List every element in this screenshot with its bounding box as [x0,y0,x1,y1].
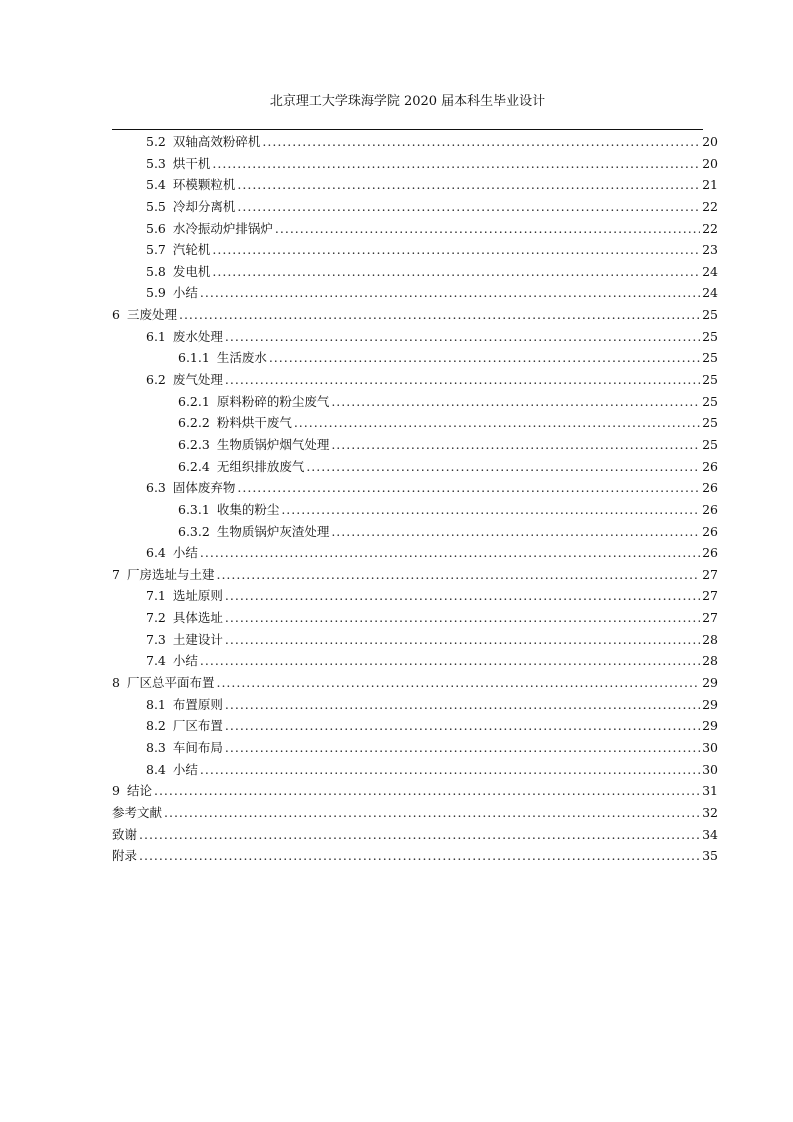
toc-entry-page-number: 27 [702,610,718,626]
toc-entry-title: 选址原则 [172,588,223,604]
toc-entry-page-number: 25 [702,393,718,409]
toc-dot-leader [225,326,700,348]
toc-entry-title: 车间布局 [172,739,223,755]
toc-entry-page-number: 22 [702,198,718,214]
toc-entry-number: 5.9 [146,285,166,301]
toc-entry[interactable] [112,282,718,304]
toc-entry-page-number: 23 [702,242,718,258]
toc-dot-leader [212,239,700,261]
toc-entry-page-number: 22 [702,220,718,236]
table-of-contents [112,131,718,867]
toc-entry-page-number: 27 [702,588,718,604]
toc-entry[interactable] [112,347,718,369]
toc-entry-number: 5.4 [146,177,166,193]
toc-entry-title: 小结 [172,761,198,777]
toc-entry-title: 结论 [126,783,152,799]
toc-entry[interactable] [112,434,718,456]
toc-entry-title: 致谢 [112,826,138,842]
page-header: 北京理工大学珠海学院 2020 届本科生毕业设计 [269,94,546,109]
toc-entry-page-number: 26 [702,458,718,474]
toc-entry-page-number: 20 [702,134,718,149]
toc-entry[interactable] [112,499,718,521]
toc-dot-leader [179,304,700,326]
toc-entry-page-number: 25 [702,436,718,452]
toc-entry-page-number: 26 [702,545,718,561]
toc-entry[interactable] [112,650,718,672]
toc-entry[interactable] [112,521,718,543]
toc-entry[interactable] [112,694,718,716]
toc-dot-leader [237,196,700,218]
toc-entry-page-number: 26 [702,523,718,539]
toc-entry[interactable] [112,802,718,824]
toc-entry-number: 6.2.4 [178,458,210,474]
toc-entry-number: 6.1.1 [178,350,210,366]
toc-dot-leader [331,434,700,456]
toc-entry-number: 6.2 [146,372,166,388]
toc-dot-leader [212,261,700,283]
toc-dot-leader [331,391,700,413]
toc-dot-leader [200,650,700,672]
toc-entry-number: 6.2.3 [178,436,210,452]
toc-entry-page-number: 26 [702,501,718,517]
toc-entry-number: 6.3.1 [178,501,210,517]
toc-entry[interactable] [112,218,718,240]
toc-entry-page-number: 24 [702,263,718,279]
toc-entry-number: 7.2 [146,610,166,626]
toc-dot-leader [281,499,700,521]
toc-entry-title: 发电机 [172,263,211,279]
toc-dot-leader [225,737,700,759]
toc-entry-number: 6.2.1 [178,393,210,409]
toc-entry-title: 小结 [172,285,198,301]
toc-dot-leader [212,153,700,175]
toc-dot-leader [216,564,700,586]
toc-entry-page-number: 34 [702,826,718,842]
toc-entry-title: 厂区布置 [172,718,223,734]
toc-entry-title: 厂区总平面布置 [126,675,215,691]
toc-entry-number: 8.3 [146,739,166,755]
toc-entry-title: 厂房选址与土建 [126,566,215,582]
toc-dot-leader [237,174,700,196]
toc-entry-title: 土建设计 [172,631,223,647]
toc-entry[interactable] [112,780,718,802]
toc-entry-title: 固体废弃物 [172,480,236,496]
toc-entry[interactable] [112,824,718,846]
header-divider [112,129,703,130]
toc-entry-title: 冷却分离机 [172,198,236,214]
toc-entry-number: 5.7 [146,242,166,258]
toc-entry-page-number: 25 [702,307,718,323]
toc-entry-page-number: 28 [702,653,718,669]
toc-dot-leader [331,521,700,543]
toc-entry-title: 布置原则 [172,696,223,712]
toc-dot-leader [154,780,700,802]
toc-dot-leader [225,694,700,716]
toc-entry-title: 汽轮机 [172,242,211,258]
toc-entry[interactable] [112,737,718,759]
toc-dot-leader [139,824,700,846]
toc-entry[interactable] [112,564,718,586]
toc-entry[interactable] [112,239,718,261]
toc-dot-leader [225,629,700,651]
toc-dot-leader [225,585,700,607]
toc-entry-number: 7 [112,566,120,582]
toc-dot-leader [275,218,700,240]
toc-entry-number: 8.2 [146,718,166,734]
toc-dot-leader [200,282,700,304]
toc-entry-number: 7.4 [146,653,166,669]
toc-entry-number: 5.3 [146,155,166,171]
toc-entry[interactable] [112,715,718,737]
toc-entry[interactable] [112,304,718,326]
toc-entry-page-number: 25 [702,372,718,388]
toc-entry[interactable] [112,759,718,781]
toc-entry[interactable] [112,369,718,391]
toc-entry-title: 废水处理 [172,328,223,344]
toc-entry-title: 小结 [172,545,198,561]
toc-entry[interactable] [112,261,718,283]
toc-entry-number: 5.6 [146,220,166,236]
toc-entry-title: 小结 [172,653,198,669]
toc-entry-number: 5.5 [146,198,166,214]
toc-entry-title: 附录 [112,848,138,864]
toc-entry-title: 生物质锅炉烟气处理 [216,436,330,452]
toc-entry-number: 6.4 [146,545,166,561]
toc-dot-leader [262,131,700,153]
toc-entry-page-number: 25 [702,415,718,431]
toc-entry-title: 双轴高效粉碎机 [172,134,261,149]
toc-entry-page-number: 31 [702,783,718,799]
toc-dot-leader [237,477,700,499]
toc-entry-page-number: 21 [702,177,718,193]
toc-entry-title: 粉料烘干废气 [216,415,292,431]
toc-entry[interactable] [112,456,718,478]
toc-dot-leader [200,759,700,781]
toc-entry-page-number: 30 [702,761,718,777]
toc-entry-title: 生物质锅炉灰渣处理 [216,523,330,539]
toc-entry-page-number: 30 [702,739,718,755]
toc-entry-number: 5.2 [146,134,166,149]
toc-entry[interactable] [112,326,718,348]
toc-dot-leader [164,802,700,824]
toc-entry[interactable] [112,174,718,196]
toc-entry[interactable] [112,196,718,218]
toc-entry-page-number: 25 [702,350,718,366]
toc-dot-leader [139,845,700,867]
toc-dot-leader [200,542,700,564]
toc-entry-title: 参考文献 [112,804,163,820]
toc-entry-page-number: 25 [702,328,718,344]
toc-entry-page-number: 29 [702,696,718,712]
toc-entry-number: 6.3 [146,480,166,496]
toc-entry[interactable] [112,672,718,694]
toc-entry[interactable] [112,629,718,651]
toc-entry-title: 废气处理 [172,372,223,388]
toc-entry[interactable] [112,412,718,434]
toc-entry-number: 8.1 [146,696,166,712]
toc-entry-page-number: 26 [702,480,718,496]
toc-entry-page-number: 24 [702,285,718,301]
toc-entry-page-number: 35 [702,848,718,864]
toc-dot-leader [306,456,700,478]
toc-entry[interactable] [112,607,718,629]
toc-entry[interactable] [112,845,718,867]
toc-entry-title: 生活废水 [216,350,267,366]
toc-entry[interactable] [112,131,718,153]
toc-entry-number: 8.4 [146,761,166,777]
toc-entry-title: 原料粉碎的粉尘废气 [216,393,330,409]
toc-entry-title: 无组织排放废气 [216,458,305,474]
toc-entry[interactable] [112,391,718,413]
toc-entry-number: 6.2.2 [178,415,210,431]
toc-entry-number: 5.8 [146,263,166,279]
toc-entry[interactable] [112,585,718,607]
toc-entry-title: 环模颗粒机 [172,177,236,193]
toc-entry-page-number: 29 [702,675,718,691]
toc-entry-title: 水冷振动炉排锅炉 [172,220,273,236]
toc-entry-number: 8 [112,675,120,691]
toc-entry-title: 收集的粉尘 [216,501,280,517]
toc-dot-leader [225,607,700,629]
toc-dot-leader [269,347,700,369]
toc-entry-number: 9 [112,783,120,799]
toc-entry-page-number: 27 [702,566,718,582]
toc-entry[interactable] [112,477,718,499]
toc-entry-number: 7.3 [146,631,166,647]
toc-entry-title: 具体选址 [172,610,223,626]
toc-entry-number: 6.1 [146,328,166,344]
toc-dot-leader [225,715,700,737]
toc-entry-number: 6.3.2 [178,523,210,539]
toc-entry-number: 7.1 [146,588,166,604]
toc-dot-leader [225,369,700,391]
toc-entry-title: 烘干机 [172,155,211,171]
toc-entry-title: 三废处理 [126,307,177,323]
toc-entry-page-number: 29 [702,718,718,734]
toc-entry-page-number: 20 [702,155,718,171]
toc-dot-leader [294,412,700,434]
toc-entry-number: 6 [112,307,120,323]
toc-entry[interactable] [112,153,718,175]
toc-entry[interactable] [112,542,718,564]
toc-entry-page-number: 32 [702,804,718,820]
toc-dot-leader [216,672,700,694]
toc-entry-page-number: 28 [702,631,718,647]
